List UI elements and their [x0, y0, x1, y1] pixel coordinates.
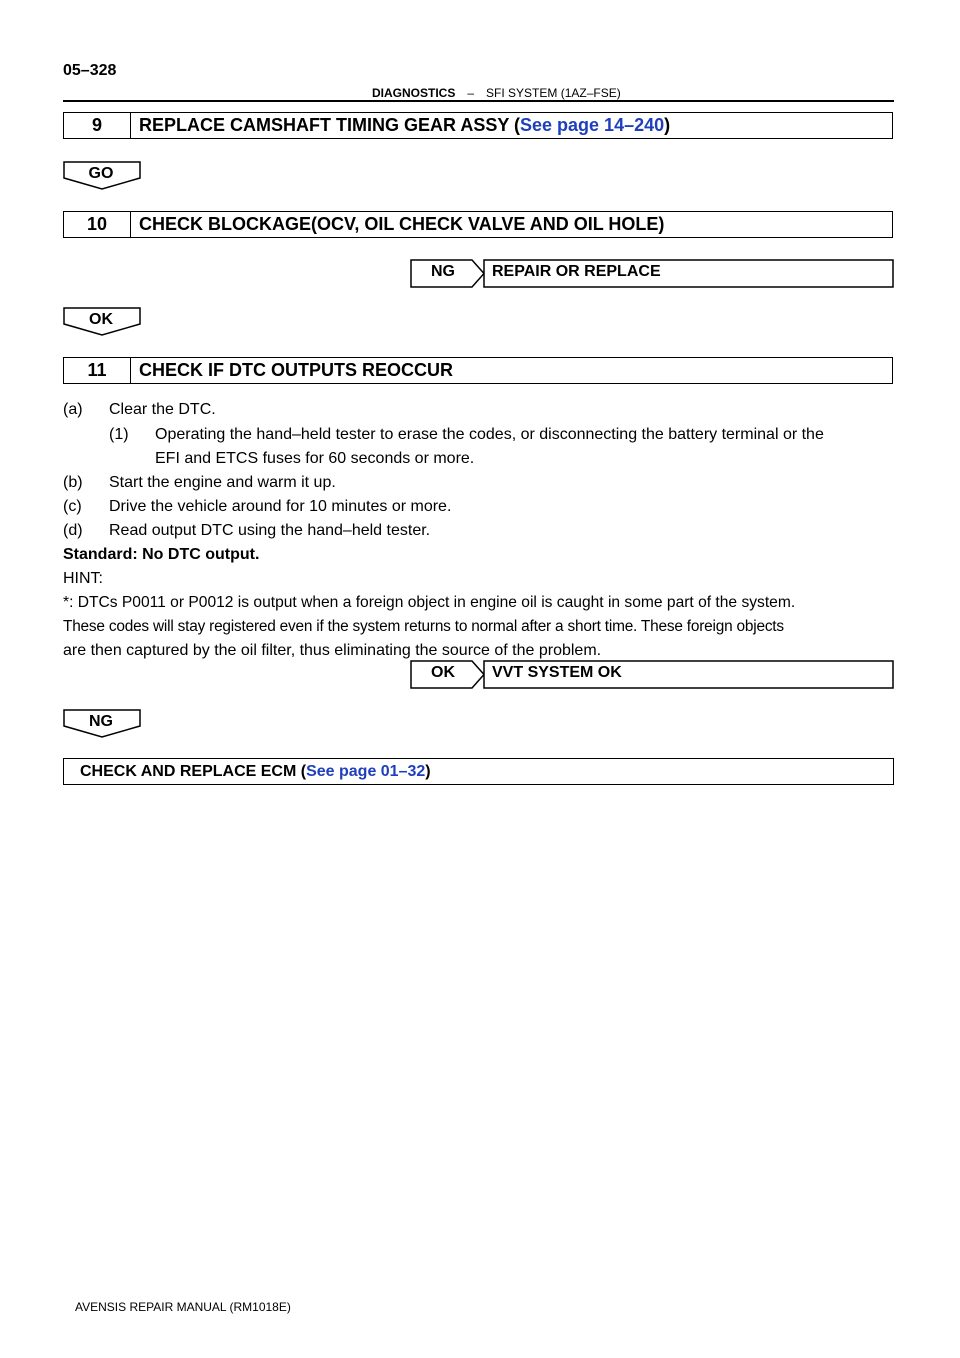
- hint-label: HINT:: [63, 570, 103, 587]
- header-separator: –: [467, 86, 475, 100]
- final-action-box: [63, 758, 894, 785]
- standard-value: Standard: No DTC output.: [63, 546, 260, 563]
- section-header: [372, 86, 621, 100]
- hint-line-1: *: DTCs P0011 or P0012 is output when a foreign object in engine oil is caught in some part of the system.: [63, 594, 796, 611]
- step-10-box: [63, 211, 893, 238]
- flow-tag-label: GO: [88, 165, 114, 182]
- result-label: OK: [431, 664, 455, 681]
- go-flow-tag: [63, 161, 143, 191]
- item-a1-line1: Operating the hand–held tester to erase the codes, or disconnecting the battery terminal or the: [155, 426, 824, 443]
- step-9-box: [63, 112, 893, 139]
- result-box-shape: [410, 660, 894, 689]
- hint-line-3: are then captured by the oil filter, thus eliminating the source of the problem.: [63, 642, 602, 659]
- step-title: CHECK IF DTC OUTPUTS REOCCUR: [139, 360, 453, 380]
- step-title: CHECK BLOCKAGE(OCV, OIL CHECK VALVE AND OIL HOLE): [139, 214, 665, 234]
- ng-flow-tag: [63, 709, 143, 739]
- item-b-marker: (b): [63, 474, 83, 491]
- step-title: [131, 113, 670, 138]
- result-label: NG: [431, 263, 455, 280]
- subsection-title: SFI SYSTEM (1AZ–FSE): [486, 86, 621, 100]
- flow-tag-label: OK: [89, 311, 113, 328]
- see-page-link[interactable]: See page 01–32: [306, 762, 426, 780]
- item-a1-line2: EFI and ETCS fuses for 60 seconds or more.: [155, 450, 475, 467]
- ok-flow-tag: [63, 307, 143, 337]
- step-number: 9: [64, 113, 131, 138]
- item-d-marker: (d): [63, 522, 83, 539]
- header-rule: [63, 100, 894, 102]
- flow-tag-label: NG: [89, 713, 113, 730]
- final-action-text: CHECK AND REPLACE ECM (: [80, 762, 307, 780]
- item-c-text: Drive the vehicle around for 10 minutes or more.: [109, 498, 452, 515]
- result-text: VVT SYSTEM OK: [492, 664, 622, 681]
- result-text: REPAIR OR REPLACE: [492, 263, 661, 280]
- item-c-marker: (c): [63, 498, 82, 515]
- section-title: DIAGNOSTICS: [372, 86, 456, 100]
- step-title-suffix: ): [664, 115, 671, 135]
- item-a-marker: (a): [63, 401, 83, 418]
- item-a1-marker: (1): [109, 426, 129, 443]
- step-number: 10: [64, 212, 131, 237]
- ok-result-box: [410, 660, 894, 689]
- step-11-box: [63, 357, 893, 384]
- page-number: 05–328: [63, 62, 117, 79]
- step-number: 11: [64, 358, 131, 383]
- item-a-text: Clear the DTC.: [109, 401, 216, 418]
- step-title-text: REPLACE CAMSHAFT TIMING GEAR ASSY (: [139, 115, 521, 135]
- item-d-text: Read output DTC using the hand–held tester.: [109, 522, 431, 539]
- ng-result-box: [410, 259, 894, 288]
- footer-manual-id: AVENSIS REPAIR MANUAL (RM1018E): [75, 1300, 291, 1314]
- final-action-suffix: ): [425, 762, 431, 780]
- item-b-text: Start the engine and warm it up.: [109, 474, 336, 491]
- see-page-link[interactable]: See page 14–240: [520, 115, 665, 135]
- hint-line-2: These codes will stay registered even if the system returns to normal after a short time. These foreign objects: [63, 618, 784, 635]
